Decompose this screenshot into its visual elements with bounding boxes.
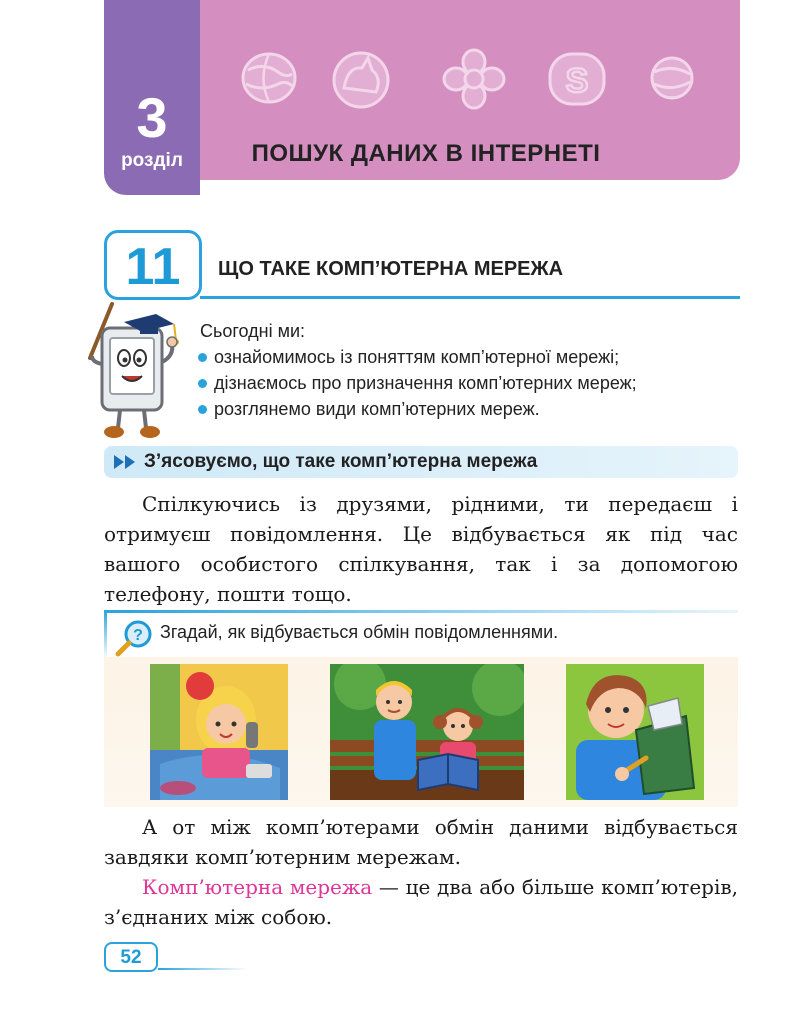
- double-arrow-icon: [112, 454, 138, 474]
- lesson-underline: [200, 296, 740, 299]
- definition-term: Комп’ютерна мережа: [142, 875, 373, 899]
- section-heading-bar: [104, 446, 738, 478]
- bullet-icon: [198, 379, 207, 388]
- boy-letter-illustration: [566, 664, 704, 800]
- lesson-number: 11: [125, 238, 181, 296]
- goals-intro: Сьогодні ми:: [200, 321, 306, 341]
- network-paragraph: [104, 812, 738, 872]
- goal-text: дізнаємось про призначення комп’ютерних мереж;: [214, 373, 637, 393]
- bullet-icon: [198, 405, 207, 414]
- tablet-mascot-illustration: [84, 300, 194, 446]
- magnifier-question-icon: [114, 618, 154, 662]
- skype-icon: [542, 48, 612, 110]
- recall-prompt: Згадай, як відбувається обмін повідомленнями.: [160, 622, 559, 642]
- cat-icon: [326, 48, 396, 110]
- goal-item: [198, 370, 637, 396]
- chapter-banner: [104, 0, 740, 195]
- lesson-title: ЩО ТАКЕ КОМП’ЮТЕРНА МЕРЕЖА: [218, 258, 564, 280]
- page-number-box: [104, 942, 158, 972]
- goal-item: [198, 396, 637, 422]
- intro-paragraph-text: Спілкуючись із друзями, рідними, ти передаєш і отримуєш повідомлення. Це відбувається як під час вашого особистого спілкування, так і за допомогою телефону, пошти тощо.: [104, 492, 738, 606]
- network-paragraph-text: А от між комп’ютерами обмін даними відбувається завдяки комп’ютерним мережам.: [104, 815, 738, 869]
- girl-phone-illustration: [150, 664, 288, 800]
- definition-paragraph: [104, 872, 738, 932]
- definition-text: — це два або більше комп’ютерів, з’єднаних між собою.: [104, 875, 738, 929]
- goal-text: розглянемо види комп’ютерних мереж.: [214, 399, 540, 419]
- recall-box-border: [104, 610, 738, 613]
- page-number-underline: [158, 968, 248, 970]
- svg-text:?: ?: [133, 627, 143, 644]
- chapter-title: ПОШУК ДАНИХ В ІНТЕРНЕТІ: [251, 140, 601, 167]
- chapter-label: розділ: [121, 150, 183, 171]
- page-number: 52: [120, 947, 142, 968]
- chapter-number: 3: [136, 86, 168, 149]
- children-reading-illustration: [330, 664, 524, 800]
- lesson-number-box: [104, 230, 202, 300]
- globe-icon: [642, 48, 702, 108]
- globe-icon: [234, 48, 304, 108]
- goal-text: ознайомимось із поняттям комп’ютерної мережі;: [214, 347, 620, 367]
- bullet-icon: [198, 353, 207, 362]
- recall-box-border-left: [104, 610, 107, 660]
- flower-icon: [439, 48, 509, 110]
- chapter-tab: [104, 0, 200, 195]
- goal-item: [198, 344, 637, 370]
- svg-text:S: S: [565, 62, 589, 100]
- section-title: З’ясовуємо, що таке комп’ютерна мережа: [144, 451, 538, 472]
- lesson-goals: [198, 318, 637, 422]
- intro-paragraph: [104, 489, 738, 609]
